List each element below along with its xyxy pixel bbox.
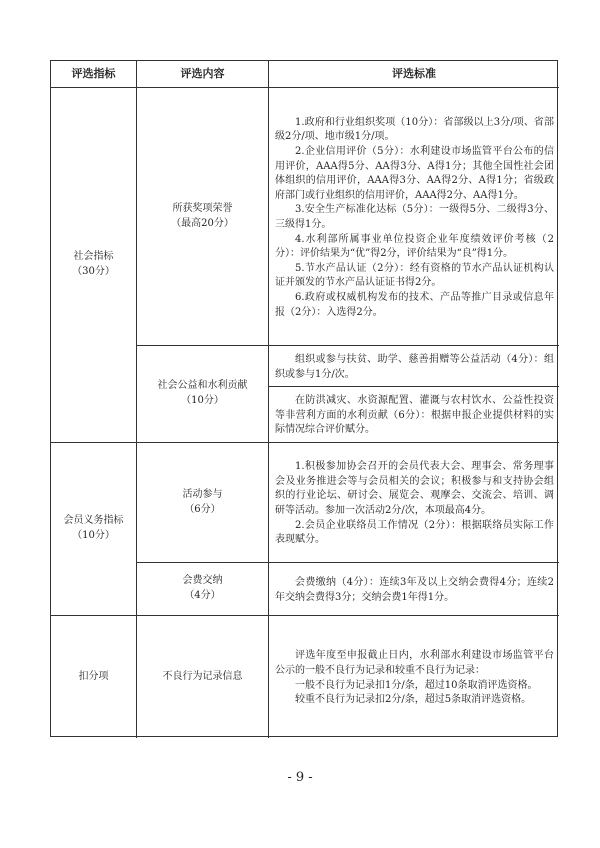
social-indicator-score: （30分） <box>72 266 115 277</box>
welfare-content-label: 社会公益和水利贡献 <box>157 380 248 392</box>
social-indicator-label: 社会指标 <box>73 251 114 263</box>
page-number: - 9 - <box>287 770 313 785</box>
member-indicator-score: （10分） <box>72 530 115 541</box>
activity-criterion: 2.会员企业联络员工作情况（2分）：根据联络员实际工作表现赋分。 <box>275 519 554 546</box>
awards-criterion: 2.企业信用评价（5分）：水利建设市场监管平台公布的信用评价，AAA得5分、AA得3分、A得1分；其他全国性社会团体组织的信用评价，AAA得3分、AA得2分、A得1分；省级政府部门或行业组织的信用评价，AAA得2分、AA得1分。 <box>275 146 554 201</box>
member-indicator-cell <box>51 443 137 616</box>
welfare-content-cell <box>137 346 269 443</box>
social-indicator-cell <box>51 88 137 443</box>
deduction-criterion: 较重不良行为记录扣2分/条，超过5条取消评选资格。 <box>295 694 532 706</box>
deduction-criterion: 一般不良行为记录扣1分/条，超过10条取消评选资格。 <box>295 679 538 691</box>
fee-content-cell <box>137 563 269 616</box>
deduction-criteria-cell <box>269 616 559 738</box>
deduction-criterion: 评选年度至申报截止日内，水利部水利建设市场监管平台公示的一般不良行为记录和较重不良行为记录： <box>275 650 554 676</box>
activity-criterion: 1.积极参加协会召开的会员代表大会、理事会、常务理事会及业务推进会等与会员相关的会议；积极参与和支持协会组织的行业论坛、研讨会、展览会、观摩会、交流会、培训、调研等活动。参加一次活动2分/次，本项最高4分。 <box>275 461 554 516</box>
awards-content-label: 所获奖项荣誉 <box>172 202 233 214</box>
awards-content-cell <box>137 88 269 346</box>
activity-content-score: （6分） <box>184 503 221 515</box>
awards-criterion: 3.安全生产标准化达标（5分）：一级得5分、二级得3分、三级得1分。 <box>275 204 554 230</box>
header-content: 评选内容 <box>137 61 269 88</box>
deduction-content-cell <box>137 616 269 738</box>
fee-criterion: 会费缴纳（4分）：连续3年及以上交纳会费得4分；连续2年交纳会费得3分；交纳会费1年得1分。 <box>275 576 554 603</box>
fee-criteria-cell <box>269 563 559 616</box>
activity-content-label: 活动参与 <box>182 488 223 500</box>
fee-content-label: 会费交纳 <box>182 575 223 587</box>
deduction-indicator-cell <box>51 616 137 738</box>
member-indicator-label: 会员义务指标 <box>63 515 124 527</box>
evaluation-table <box>50 60 558 737</box>
header-indicator: 评选指标 <box>51 61 137 88</box>
deduction-content-label: 不良行为记录信息 <box>162 670 243 682</box>
awards-criteria-cell <box>269 88 559 346</box>
awards-criterion: 5.节水产品认证（2分）：经有资格的节水产品认证机构认证并颁发的节水产品认证证书得2分。 <box>275 262 554 289</box>
welfare-criterion: 在防洪减灾、水资源配置、灌溉与农村饮水、公益性投资等非营利方面的水利贡献（6分）：根据申报企业提供材料的实际情况综合评价赋分。 <box>275 395 554 436</box>
awards-criterion: 6.政府或权威机构发布的技术、产品等推广目录或信息年报（2分）：入选得2分。 <box>275 291 554 318</box>
deduction-indicator-label: 扣分项 <box>78 670 109 682</box>
activity-criteria-cell <box>269 443 559 563</box>
activity-content-cell <box>137 443 269 563</box>
header-standard: 评选标准 <box>269 61 559 88</box>
welfare-criterion: 组织或参与扶贫、助学、慈善捐赠等公益活动（4分）：组织或参与1分/次。 <box>275 353 554 380</box>
awards-criterion: 1.政府和行业组织奖项（10分）：省部级以上3分/项、省部级2分/项、地市级1分/项。 <box>275 116 554 143</box>
awards-content-score: （最高20分） <box>171 217 234 229</box>
welfare-criteria-a-cell <box>269 346 559 387</box>
fee-content-score: （4分） <box>184 590 221 601</box>
awards-criterion: 4.水利部所属事业单位投资企业年度绩效评价考核（2分）：评价结果为“优”得2分，评价结果为“良”得1分。 <box>275 233 554 260</box>
welfare-content-score: （10分） <box>181 395 224 406</box>
welfare-criteria-b-cell <box>269 387 559 443</box>
